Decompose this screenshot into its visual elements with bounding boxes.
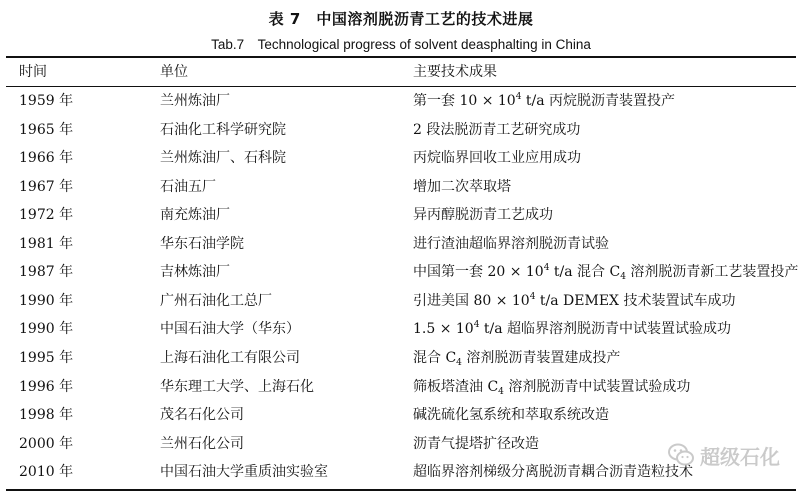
table-title-cn: 表 7 中国溶剂脱沥青工艺的技术进展: [268, 10, 534, 28]
cell-unit: 中国石油大学（华东）: [160, 321, 300, 338]
cell-unit: 南充炼油厂: [160, 207, 230, 224]
cell-year: 1966 年: [19, 150, 74, 167]
top-rule: [6, 56, 796, 58]
cell-year: 2000 年: [19, 435, 74, 452]
wechat-icon: [668, 443, 694, 467]
cell-result: 异丙醇脱沥青工艺成功: [413, 207, 553, 224]
cell-result: 引进美国 $80 \times 10^4$ t/a DEMEX 技术装置试车成功: [413, 291, 736, 309]
bottom-rule: [6, 489, 796, 491]
cell-result: 沥青气提塔扩径改造: [413, 435, 539, 452]
watermark: [668, 441, 780, 469]
header-time: 时间: [19, 64, 47, 80]
cell-unit: 兰州炼油厂、石科院: [160, 150, 286, 167]
cell-result: 进行渣油超临界溶剂脱沥青试验: [413, 235, 609, 252]
cell-year: 1990 年: [19, 292, 74, 309]
cell-year: 1967 年: [19, 178, 74, 195]
cell-unit: 华东石油学院: [160, 235, 244, 252]
cell-year: 1998 年: [19, 407, 74, 424]
cell-year: 1996 年: [19, 378, 74, 395]
cell-result: 超临界溶剂梯级分离脱沥青耦合沥青造粒技术: [413, 464, 693, 481]
cell-result: 2 段法脱沥青工艺研究成功: [413, 121, 581, 138]
cell-unit: 石油五厂: [160, 178, 216, 195]
cell-unit: 上海石油化工有限公司: [160, 349, 300, 366]
header-result: 主要技术成果: [413, 64, 497, 80]
cell-result: 第一套 $10 \times 10^4$ t/a 丙烷脱沥青装置投产: [413, 92, 676, 109]
cell-unit: 华东理工大学、上海石化: [160, 378, 314, 395]
cell-result: 混合 $C_4$ 溶剂脱沥青装置建成投产: [413, 349, 621, 368]
cell-result: 碱洗硫化氢系统和萃取系统改造: [413, 407, 609, 424]
cell-year: 1995 年: [19, 349, 74, 366]
table-title-en: Tab.7 Technological progress of solvent deasphalting in China: [211, 37, 591, 52]
cell-year: 1981 年: [19, 235, 74, 252]
cell-unit: 中国石油大学重质油实验室: [160, 464, 328, 481]
cell-result: 丙烷临界回收工业应用成功: [413, 150, 581, 167]
watermark-text: 超级石化: [700, 444, 780, 469]
cell-year: 1972 年: [19, 207, 74, 224]
cell-unit: 兰州石化公司: [160, 435, 244, 452]
cell-year: 1959 年: [19, 93, 74, 109]
cell-result: 增加二次萃取塔: [413, 178, 511, 195]
cell-year: 2010 年: [19, 464, 74, 481]
cell-unit: 广州石油化工总厂: [160, 292, 272, 309]
cell-unit: 兰州炼油厂: [160, 93, 230, 109]
header-rule: [6, 86, 796, 87]
cell-unit: 石油化工科学研究院: [160, 121, 286, 138]
cell-year: 1987 年: [19, 264, 74, 281]
cell-result: 中国第一套 $20 \times 10^4$ t/a 混合 $C_4$ 溶剂脱沥青新工艺装置投产: [413, 263, 799, 283]
cell-year: 1990 年: [19, 321, 74, 338]
cell-unit: 茂名石化公司: [160, 407, 244, 424]
cell-result: $1.5 \times 10^4$ t/a 超临界溶剂脱沥青中试装置试验成功: [413, 320, 732, 338]
cell-result: 筛板塔渣油 $C_4$ 溶剂脱沥青中试装置试验成功: [413, 378, 691, 397]
cell-year: 1965 年: [19, 121, 74, 138]
cell-unit: 吉林炼油厂: [160, 264, 230, 281]
header-unit: 单位: [160, 64, 188, 80]
